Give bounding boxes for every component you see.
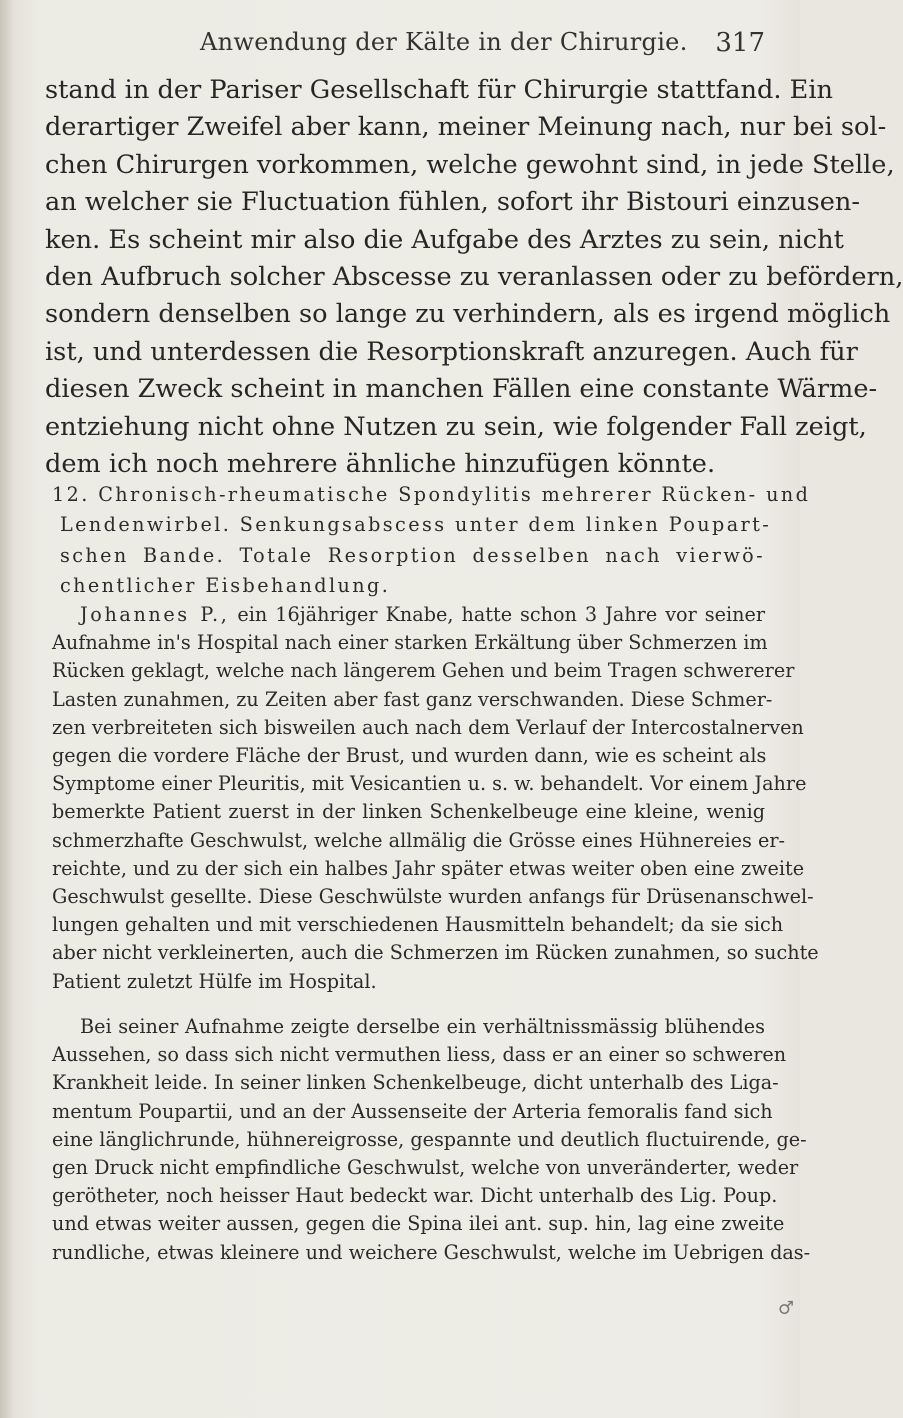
running-head: Anwendung der Kälte in der Chirurgie. bbox=[200, 28, 688, 56]
text-line: chen Chirurgen vorkommen, welche gewohnt sind, in jede Stelle, bbox=[45, 149, 895, 180]
case-heading-line bbox=[52, 480, 811, 510]
text-line: entziehung nicht ohne Nutzen zu sein, wie folgender Fall zeigt, bbox=[45, 411, 867, 442]
text-line: ken. Es scheint mir also die Aufgabe des Arztes zu sein, nicht bbox=[45, 224, 844, 255]
text-line: Geschwulst gesellte. Diese Geschwülste wurden anfangs für Drüsenanschwel- bbox=[52, 885, 814, 909]
text-line: ist, und unterdessen die Resorptionskraft anzuregen. Auch für bbox=[45, 336, 858, 367]
text-line: Symptome einer Pleuritis, mit Vesicantien u. s. w. behandelt. Vor einem Jahre bbox=[52, 772, 807, 796]
text-line: eine länglichrunde, hühnereigrosse, gespannte und deutlich fluctuirende, ge- bbox=[52, 1127, 807, 1151]
text-line: und etwas weiter aussen, gegen die Spina ilei ant. sup. hin, lag eine zweite bbox=[52, 1212, 785, 1236]
text-line: den Aufbruch solcher Abscesse zu veranlassen oder zu befördern, bbox=[45, 262, 903, 293]
page-number: 317 bbox=[715, 28, 765, 58]
text-line: lungen gehalten und mit verschiedenen Hausmitteln behandelt; da sie sich bbox=[52, 913, 784, 937]
case-history-paragraph bbox=[52, 601, 819, 996]
case-heading bbox=[52, 480, 811, 602]
text-line: stand in der Pariser Gesellschaft für Chirurgie stattfand. Ein bbox=[45, 75, 833, 105]
text-line: Rücken geklagt, welche nach längerem Gehen und beim Tragen schwererer bbox=[52, 659, 795, 683]
case-heading-line: Lendenwirbel. Senkungsabscess unter dem linken Poupart- bbox=[60, 513, 772, 537]
text-line: schmerzhafte Geschwulst, welche allmälig die Grösse eines Hühnereies er- bbox=[52, 828, 785, 852]
intro-paragraph bbox=[45, 72, 903, 483]
text-line: dem ich noch mehrere ähnliche hinzufügen könnte. bbox=[45, 449, 716, 480]
page-header bbox=[60, 28, 765, 68]
text-line: Krankheit leide. In seiner linken Schenkelbeuge, dicht unterhalb des Liga- bbox=[52, 1071, 779, 1095]
examination-paragraph bbox=[52, 1013, 811, 1267]
text-line: Aufnahme in's Hospital nach einer starken Erkältung über Schmerzen im bbox=[52, 631, 768, 655]
text-line: gen Druck nicht empfindliche Geschwulst, welche von unveränderter, weder bbox=[52, 1156, 799, 1180]
text-line: rundliche, etwas kleinere und weichere Geschwulst, welche im Uebrigen das- bbox=[52, 1240, 811, 1264]
text-line: derartiger Zweifel aber kann, meiner Meinung nach, nur bei sol- bbox=[45, 112, 887, 143]
text-line bbox=[52, 601, 765, 629]
text-fragment: ein 16jähriger Knabe, hatte schon 3 Jahre vor seiner bbox=[229, 603, 765, 626]
case-number: 12. bbox=[52, 483, 90, 506]
text-line: aber nicht verkleinerten, auch die Schmerzen im Rücken zunahmen, so suchte bbox=[52, 941, 819, 965]
text-line: an welcher sie Fluctuation fühlen, sofort ihr Bistouri einzusen- bbox=[45, 187, 861, 218]
page-gutter-shadow bbox=[0, 0, 14, 1418]
text-line: sondern denselben so lange zu verhindern, als es irgend möglich bbox=[45, 299, 891, 330]
text-line: gegen die vordere Fläche der Brust, und wurden dann, wie es scheint als bbox=[52, 744, 767, 768]
text-line: diesen Zweck scheint in manchen Fällen eine constante Wärme- bbox=[45, 374, 878, 405]
text-line: bemerkte Patient zuerst in der linken Schenkelbeuge eine kleine, wenig bbox=[52, 800, 765, 824]
text-line: Aussehen, so dass sich nicht vermuthen liess, dass er an einer so schweren bbox=[52, 1043, 787, 1067]
text-line: mentum Poupartii, und an der Aussenseite der Arteria femoralis fand sich bbox=[52, 1099, 773, 1123]
text-line: Lasten zunahmen, zu Zeiten aber fast ganz verschwanden. Diese Schmer- bbox=[52, 687, 773, 711]
margin-pencil-mark: ♂ bbox=[777, 1298, 794, 1319]
case-heading-line: chentlicher Eisbehandlung. bbox=[60, 574, 391, 598]
text-line: gerötheter, noch heisser Haut bedeckt war. Dicht unterhalb des Lig. Poup. bbox=[52, 1184, 778, 1208]
text-line: reichte, und zu der sich ein halbes Jahr später etwas weiter oben eine zweite bbox=[52, 856, 805, 880]
text-line: Patient zuletzt Hülfe im Hospital. bbox=[52, 969, 377, 993]
case-heading-line: schen Bande. Totale Resorption desselben nach vierwö- bbox=[60, 543, 765, 567]
patient-name: Johannes P., bbox=[80, 603, 230, 626]
text-line: Bei seiner Aufnahme zeigte derselbe ein verhältnissmässig blühendes bbox=[80, 1015, 765, 1038]
case-heading-text: Chronisch-rheumatische Spondylitis mehrerer Rücken- und bbox=[98, 483, 811, 506]
text-line: zen verbreiteten sich bisweilen auch nach dem Verlauf der Intercostalnerven bbox=[52, 715, 804, 739]
